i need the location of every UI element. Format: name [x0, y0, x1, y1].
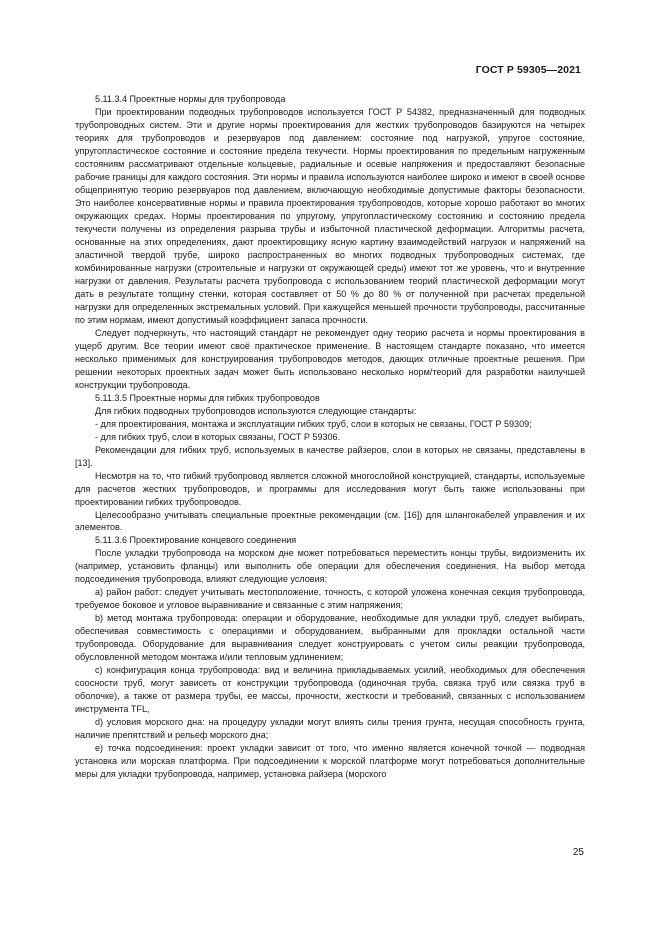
- list-item: - для проектирования, монтажа и эксплуатации гибких труб, слои в которых не связаны, ГОСТ Р 59309;: [95, 418, 532, 429]
- list-item: e) точка подсоединения: проект укладки зависит от того, что именно является конечной точкой — подводная установка или морская платформа. При подсоединении к морской платформе могут потребоваться дополнительные меры для укладки трубопровода, например, установка райзера (морского: [75, 743, 585, 780]
- list-item: c) конфигурация конца трубопровода: вид и величина прикладываемых усилий, необходимых для обеспечения соосности труб, могут зависеть от конструкции трубопровода (одиночная труба, связка труб или связка труб в оболочке), а также от размера трубы, ее массы, прочности, жесткости и требований, связанных с использованием инструмента TFL,: [75, 665, 585, 715]
- list-item: b) метод монтажа трубопровода: операции и оборудование, необходимые для укладки труб, следует выбирать, обеспечивая совместимость с операциями и оборудованием, выбранными для прокладки остальной части трубопровода. Оборудование для выравнивания следует конструировать с учетом силы реакции трубопровода, обусловленной методом монтажа и/или тепловым удлинением;: [75, 613, 585, 663]
- paragraph: Целесообразно учитывать специальные проектные рекомендации (см. [16]) для шлангокабелей управления и их элементов.: [75, 509, 585, 533]
- paragraph: Для гибких подводных трубопроводов используются следующие стандарты:: [95, 405, 417, 416]
- list-item: - для гибких труб, слои в которых связаны, ГОСТ Р 59306.: [95, 431, 341, 442]
- paragraph: Рекомендации для гибких труб, используемых в качестве райзеров, слои в которых не связаны, представлены в [13].: [75, 444, 585, 468]
- section-heading-5-11-3-4: 5.11.3.4 Проектные нормы для трубопровода: [95, 94, 286, 104]
- document-code: ГОСТ Р 59305—2021: [475, 64, 581, 76]
- paragraph: Следует подчеркнуть, что настоящий стандарт не рекомендует одну теорию расчета и нормы проектирования в ущерб другим. Все теории имеют своё практическое применение. В настоящем стандарте показано, что имеется несколько применимых для конструирования трубопроводов методов, дающих отличные проектные решения. При решении некоторых проектных задач может быть использовано несколько норм/теорий для разработки наилучшей конструкции трубопровода.: [75, 327, 585, 390]
- section-heading-5-11-3-5: 5.11.3.5 Проектные нормы для гибких трубопроводов: [95, 392, 320, 403]
- page-number: 25: [572, 847, 584, 858]
- paragraph: Несмотря на то, что гибкий трубопровод является сложной многослойной конструкцией, стандарты, используемые для расчетов жестких трубопроводов, и программы для исследования могут быть также использованы при проектировании гибких трубопроводов.: [75, 470, 585, 507]
- list-item: d) условия морского дна: на процедуру укладки могут влиять силы трения грунта, несущая способность грунта, наличие препятствий и рельеф морского дна;: [75, 717, 585, 741]
- body-text: [75, 93, 585, 781]
- list-item: а) район работ: следует учитывать местоположение, точность, с которой уложена конечная секция трубопровода, требуемое боковое и угловое выравнивание и связанные с этим напряжения;: [75, 587, 585, 611]
- paragraph: После укладки трубопровода на морском дне может потребоваться переместить концы трубы, видоизменить их (например, установить фланцы) или выполнить обе операции для обеспечения соединения. На выбор метода подсоединения трубопровода, влияют следующие условия:: [75, 548, 585, 585]
- section-heading-5-11-3-6: 5.11.3.6 Проектирование концевого соединения: [95, 535, 297, 546]
- paragraph: При проектировании подводных трубопроводов используется ГОСТ Р 54382, предназначенный для подводных трубопроводных систем. Эти и другие нормы проектирования для жестких трубопроводов базируются на четырех теориях для трубопроводов и резервуаров под давлением: состояние под нагрузкой, упругое состояние, упругопластическое состояние и состояние предела текучести. Нормы проектирования по предельным нагруженным состояниям рассматривают отдельные кольцевые, радиальные и осевые напряжения и предоставляют безопасные рабочие границы для каждого состояния. Эти нормы и правила используются наиболее широко и имеют в своей основе общепринятую теорию резервуаров под давлением, включающую необходимые допустимые факторы безопасности. Это наиболее консервативные нормы и правила проектирования трубопроводов, которые хорошо работают во многих окружающих средах. Нормы проектирования по упругому, упругопластическому состоянию и состоянию предела текучести получены из определения разрыва трубы и избыточной пластической деформации. Алгоритмы расчета, основанные на этих определениях, дают проектировщику ясную картину взаимодействий нагрузок и напряжений на эластичной твердой трубе, широко распространенных во многих подводных трубопроводных системах, где комбинированные нагрузки (строительные и нагрузки от окружающей среды) имеют тот же уровень, что и внутренние нагрузки от давления. Результаты расчета трубопровода с использованием теорий пластической деформации могут дать в результате толщину стенки, которая составляет от 50 % до 80 % от полученной при расчетах предельной нагрузки для определенных экстремальных условий. При кажущейся меньшей прочности трубопроводы, рассчитанные по этим нормам, имеют допустимый коэффициент запаса прочности.: [75, 106, 585, 325]
